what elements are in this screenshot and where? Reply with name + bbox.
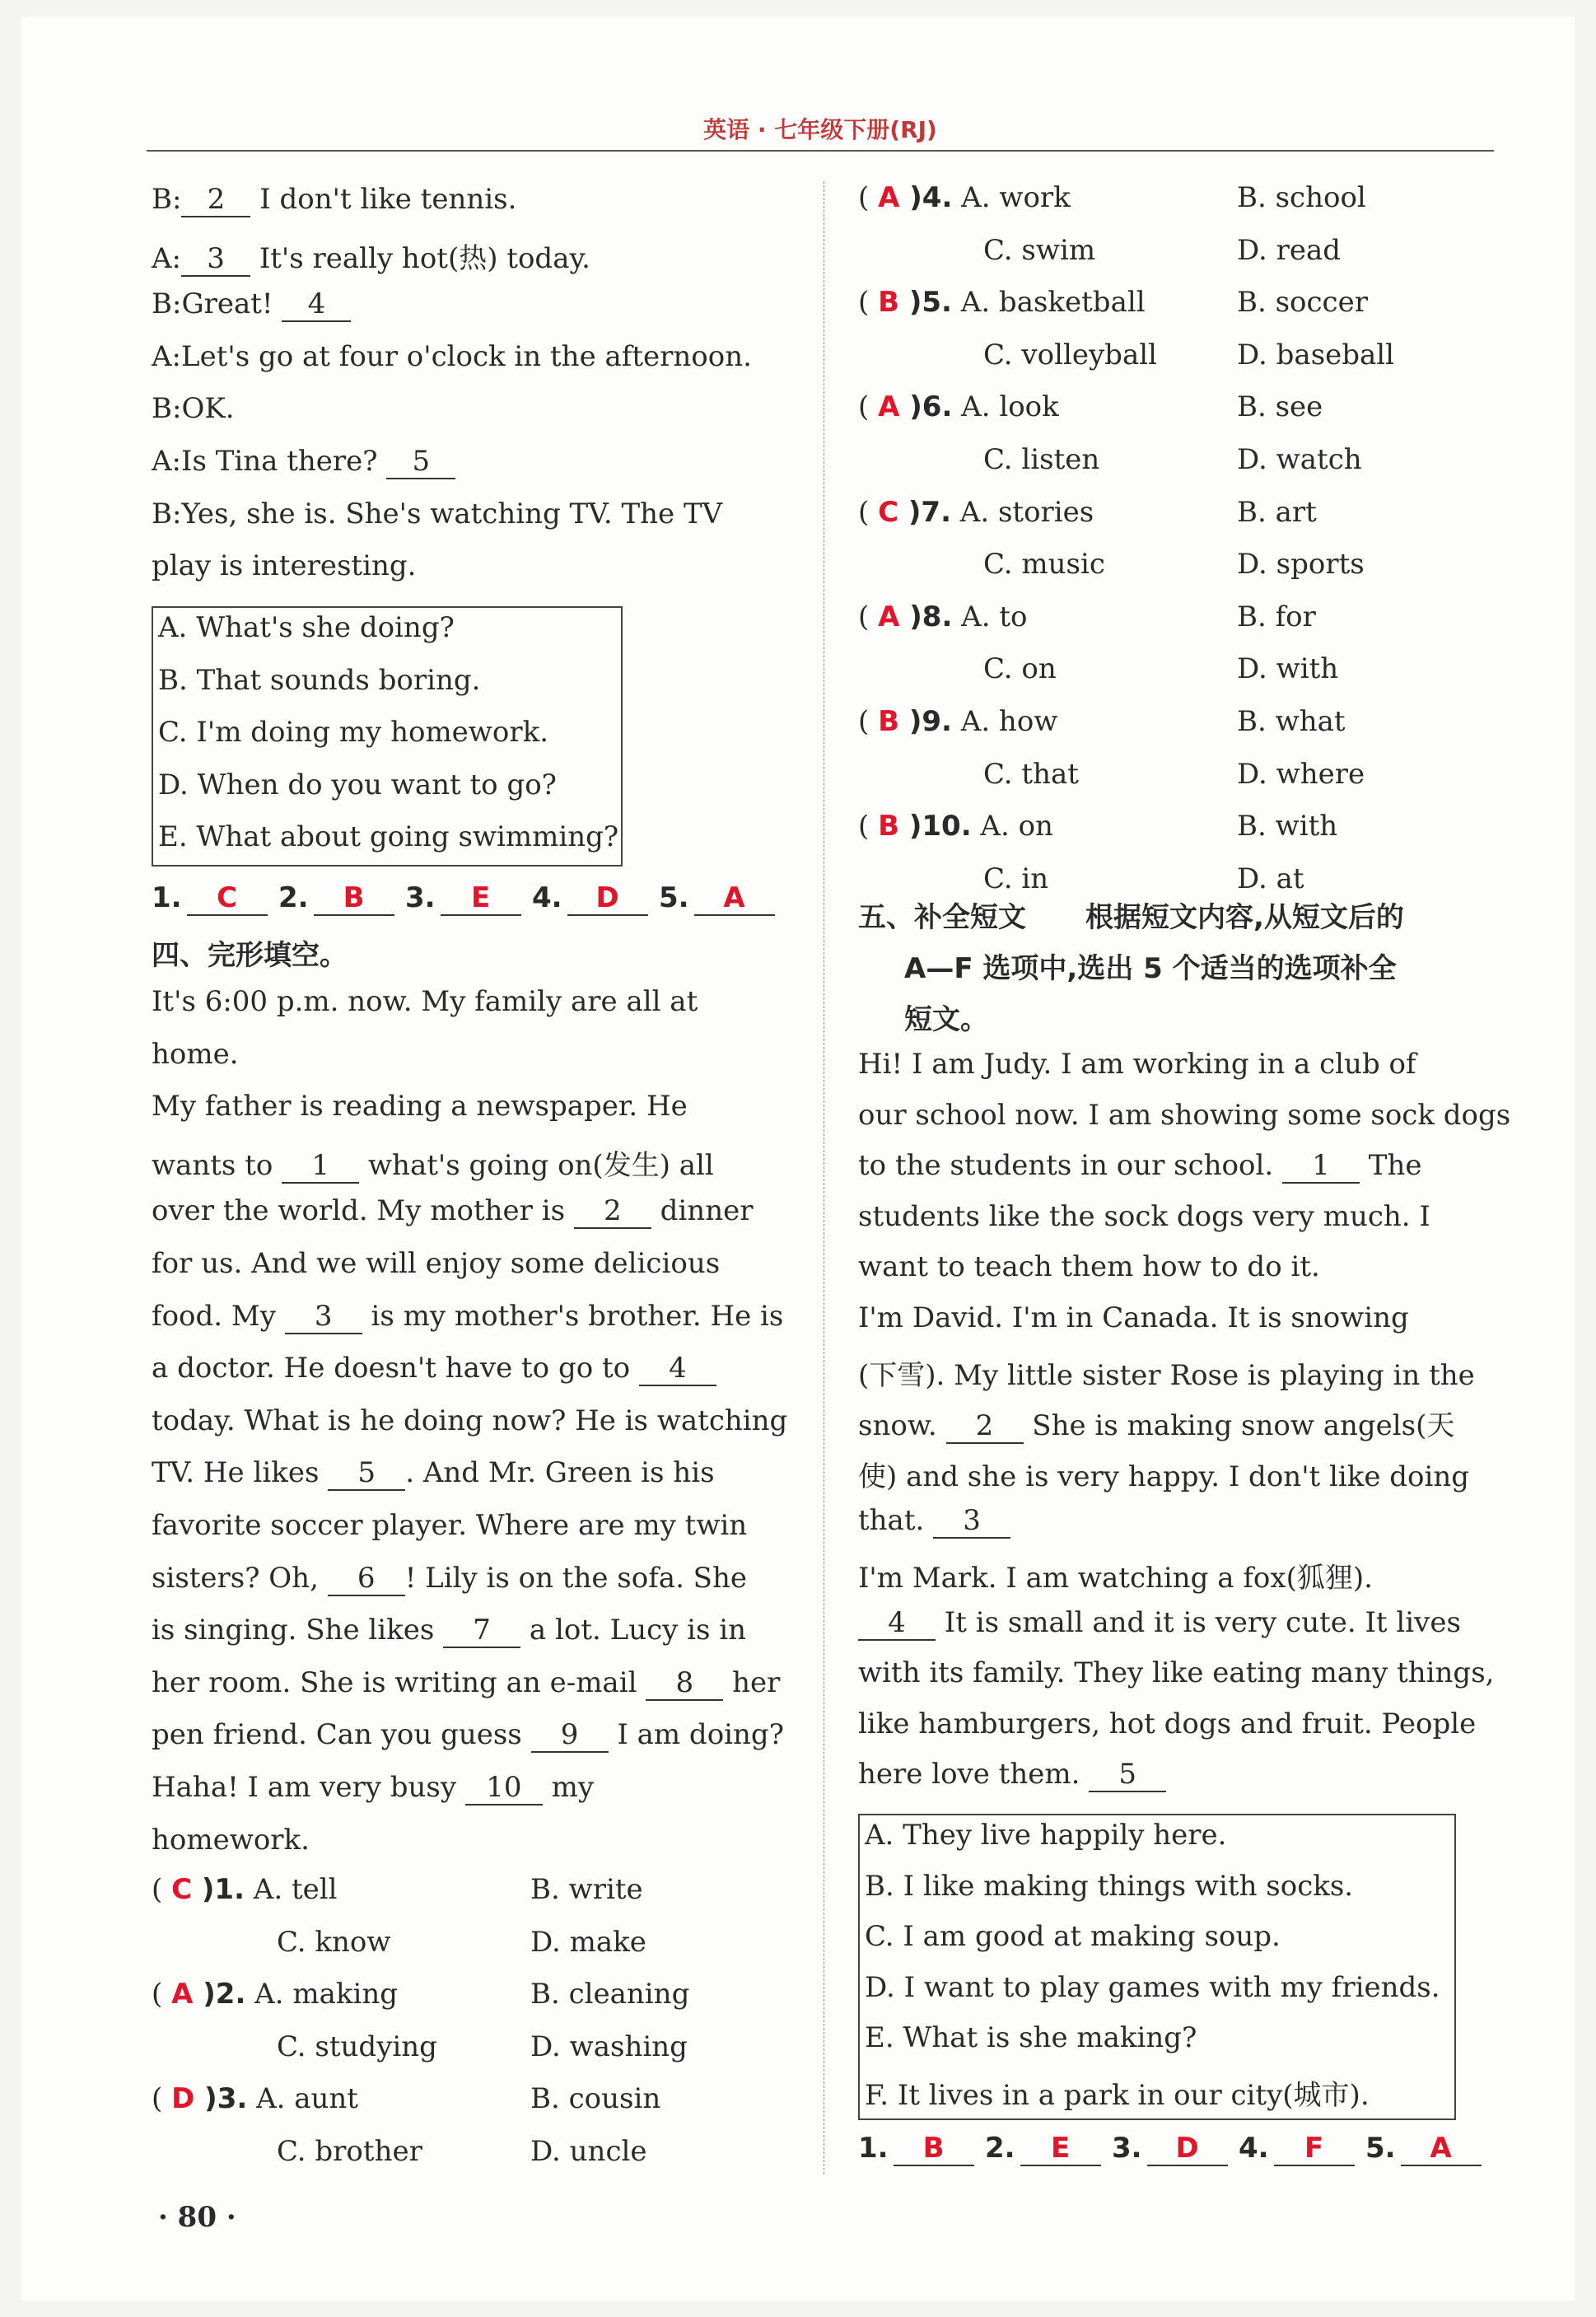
answer-number: 4. [532, 881, 562, 914]
dialogue-line [152, 392, 235, 425]
option-item: D. I want to play games with my friends. [865, 1970, 1440, 2004]
passage-line: It's 6:00 p.m. now. My family are all at [152, 985, 698, 1018]
blank-number: 8 [646, 1666, 723, 1701]
section-instruction: 短文。 [904, 1003, 988, 1036]
blank-number: 2 [574, 1194, 651, 1229]
line-text: It's really hot(热) today. [250, 241, 590, 275]
blank-number: 10 [465, 1771, 543, 1805]
answer-letter: B [314, 881, 394, 916]
line-text: The [1359, 1149, 1422, 1183]
line-text: B:Yes, she is. She's watching TV. The TV [152, 497, 723, 530]
dialogue-line [152, 287, 351, 322]
answer-item [1112, 2132, 1228, 2166]
line-text: dinner [651, 1194, 754, 1228]
passage-line [152, 1300, 783, 1334]
passage-line [152, 1352, 716, 1386]
question-row: ( C )7. A. stories [858, 495, 1094, 529]
choice-d: D. read [1237, 233, 1342, 267]
page-number: · 80 · [158, 2201, 236, 2234]
blank-number: 6 [328, 1562, 405, 1596]
choice-a: A. how [951, 705, 1058, 738]
choice-d: D. where [1237, 757, 1365, 791]
answer-item [1365, 2132, 1482, 2166]
choice-a: A. to [952, 600, 1028, 633]
line-text: play is interesting. [152, 549, 417, 583]
answer-item [659, 881, 775, 916]
line-text: is singing. She likes [152, 1614, 444, 1647]
answer-letter: E [1020, 2132, 1101, 2166]
line-text: I don't like tennis. [250, 183, 517, 216]
answer-number: 5. [1365, 2132, 1396, 2165]
question-number: )5. [899, 286, 952, 320]
choice-b: B. see [1237, 390, 1323, 424]
answer-item [532, 881, 648, 916]
option-item: A. What's she doing? [158, 611, 455, 644]
option-item: C. I am good at making soup. [865, 1920, 1281, 1954]
choice-d: D. at [1237, 862, 1304, 895]
passage-line [152, 1456, 715, 1491]
passage-line: favorite soccer player. Where are my twin [152, 1509, 748, 1542]
blank-number: 2 [946, 1409, 1024, 1444]
choice-d: D. washing [530, 2030, 688, 2063]
question-row: ( A )4. A. work [858, 181, 1071, 214]
choice-b: B. with [1237, 810, 1338, 843]
blank-number: 1 [1282, 1149, 1360, 1184]
passage-line: for us. And we will enjoy some delicious [152, 1247, 721, 1280]
passage-line: like hamburgers, hot dogs and fruit. People [858, 1707, 1477, 1740]
passage-line [858, 1606, 1461, 1641]
section-instruction: A—F 选项中,选出 5 个适当的选项补全 [904, 952, 1397, 985]
question-answer: A [878, 390, 900, 424]
question-answer: B [878, 810, 899, 843]
question-row: ( A )2. A. making [152, 1978, 398, 2011]
line-text: A: [152, 241, 182, 275]
blank-number: 4 [639, 1352, 716, 1386]
blank-number: 7 [443, 1614, 520, 1648]
passage-line [152, 1614, 746, 1648]
blank-number: 5 [1089, 1758, 1166, 1792]
line-text: that. [858, 1504, 934, 1538]
line-text: sisters? Oh, [152, 1561, 328, 1595]
question-row: ( A )8. A. to [858, 600, 1028, 633]
question-row: ( C )1. A. tell [152, 1873, 338, 1906]
line-text: here love them. [858, 1758, 1090, 1791]
answer-item [405, 881, 521, 916]
blank-number: 2 [181, 183, 250, 217]
blank-number: 5 [386, 445, 455, 479]
answer-letter: B [894, 2132, 974, 2166]
choice-d: D. uncle [530, 2135, 647, 2168]
option-item: E. What is she making? [865, 2021, 1197, 2055]
line-text: a doctor. He doesn't have to go to [152, 1352, 639, 1385]
passage-line: our school now. I am showing some sock dogs [858, 1098, 1511, 1132]
answer-letter: D [567, 881, 648, 916]
passage-line [152, 1666, 780, 1701]
answer-letter: D [1147, 2132, 1228, 2166]
answer-letter: E [441, 881, 521, 916]
line-text: . And Mr. Green is his [405, 1456, 715, 1490]
question-number: )4. [899, 181, 953, 214]
choice-c: C. that [983, 757, 1079, 791]
choice-a: A. work [952, 181, 1071, 214]
dialogue-line [152, 183, 516, 217]
answer-number: 1. [152, 881, 182, 914]
choice-c: C. music [983, 548, 1105, 582]
blank-number: 9 [531, 1718, 609, 1753]
section-title: 四、完形填空。 [152, 939, 348, 972]
option-item: D. When do you want to go? [158, 768, 557, 801]
blank-number: 1 [282, 1149, 359, 1184]
question-number: )7. [898, 495, 951, 529]
dialogue-line [152, 498, 722, 530]
line-text: TV. He likes [152, 1456, 329, 1490]
answer-number: 3. [1112, 2132, 1142, 2165]
line-text: over the world. My mother is [152, 1194, 574, 1228]
line-text: Haha! I am very busy [152, 1771, 465, 1804]
answer-item [985, 2132, 1101, 2166]
choice-a: A. making [245, 1978, 398, 2011]
question-number: )6. [899, 390, 953, 424]
question-row: ( A )6. A. look [858, 390, 1059, 424]
header-rule [147, 150, 1494, 152]
dialogue-line [152, 549, 416, 582]
line-text: B:OK. [152, 392, 235, 426]
question-answer: B [878, 705, 899, 738]
line-text: It is small and it is very cute. It lives [936, 1605, 1461, 1639]
line-text: B: [152, 183, 182, 216]
choice-b: B. soccer [1237, 286, 1368, 320]
passage-line: My father is reading a newspaper. He [152, 1090, 688, 1123]
choice-b: B. cleaning [530, 1978, 690, 2011]
line-text: wants to [152, 1148, 282, 1182]
answer-item [278, 881, 394, 916]
dialogue-line [152, 445, 455, 479]
dialogue-line [152, 236, 590, 277]
line-text: pen friend. Can you guess [152, 1718, 531, 1752]
blank-number: 3 [181, 242, 250, 277]
choice-c: C. in [983, 862, 1049, 895]
line-text: A:Is Tina there? [152, 445, 387, 478]
line-text: my [542, 1771, 595, 1804]
passage-line: Hi! I am Judy. I am working in a club of [858, 1048, 1416, 1081]
choice-c: C. swim [983, 233, 1096, 267]
choice-d: D. baseball [1237, 338, 1395, 371]
choice-d: D. watch [1237, 443, 1362, 476]
question-answer: C [171, 1873, 193, 1906]
answer-number: 5. [659, 881, 689, 914]
choice-c: C. brother [277, 2135, 422, 2168]
choice-c: C. studying [277, 2030, 437, 2063]
choice-d: D. make [530, 1925, 646, 1959]
choice-b: B. cousin [530, 2082, 661, 2116]
passage-line [858, 1504, 1010, 1539]
question-number: )1. [192, 1873, 245, 1906]
blank-number: 4 [858, 1606, 936, 1641]
passage-line [858, 1758, 1166, 1792]
line-text: her [723, 1665, 781, 1699]
answer-number: 2. [278, 881, 309, 914]
question-row: ( D )3. A. aunt [152, 2082, 358, 2116]
choice-c: C. on [983, 652, 1057, 686]
choice-b: B. art [1237, 495, 1317, 529]
answer-letter: A [1401, 2132, 1482, 2166]
passage-line: 使) and she is very happy. I don't like doing [858, 1460, 1470, 1493]
question-number: )3. [194, 2082, 248, 2116]
question-row: ( B )10. A. on [858, 810, 1053, 843]
section-instruction: 根据短文内容,从短文后的 [1085, 901, 1404, 934]
blank-number: 3 [285, 1300, 362, 1334]
dialogue-line [152, 340, 752, 373]
passage-line: (下雪). My little sister Rose is playing in the [858, 1358, 1475, 1392]
line-text: to the students in our school. [858, 1149, 1282, 1183]
passage-line: home. [152, 1037, 239, 1071]
line-text: snow. [858, 1409, 946, 1443]
question-answer: A [878, 600, 900, 633]
choice-d: D. sports [1237, 548, 1365, 582]
answer-letter: A [694, 881, 775, 916]
choice-a: A. basketball [951, 286, 1146, 320]
choice-b: B. school [1237, 181, 1366, 214]
question-row: ( B )5. A. basketball [858, 286, 1146, 320]
blank-number: 4 [282, 287, 351, 322]
line-text: is my mother's brother. He is [362, 1299, 784, 1333]
question-number: )10. [899, 810, 972, 843]
answer-item [152, 881, 268, 916]
line-text: A:Let's go at four o'clock in the afternoon. [152, 339, 752, 373]
answer-number: 4. [1239, 2132, 1269, 2165]
passage-line [152, 1194, 753, 1229]
passage-line [858, 1403, 1454, 1444]
section-title: 五、补全短文 [858, 901, 1026, 934]
blank-number: 5 [328, 1456, 405, 1491]
choice-a: A. aunt [247, 2082, 358, 2116]
passage-line: with its family. They like eating many things, [858, 1656, 1495, 1690]
option-item: F. It lives in a park in our city(城市). [865, 2079, 1370, 2112]
passage-line [152, 1562, 747, 1596]
line-text: food. My [152, 1299, 285, 1333]
choice-c: C. listen [983, 443, 1100, 476]
answer-letter: F [1274, 2132, 1355, 2166]
choice-b: B. what [1237, 705, 1346, 738]
passage-line: homework. [152, 1823, 310, 1857]
question-answer: A [878, 181, 900, 214]
answer-number: 1. [858, 2132, 889, 2165]
answer-item [858, 2132, 974, 2166]
choice-a: A. look [952, 390, 1059, 424]
option-item: A. They live happily here. [865, 1819, 1227, 1852]
choice-c: C. volleyball [983, 338, 1157, 371]
line-text: I am doing? [608, 1718, 784, 1752]
line-text: a lot. Lucy is in [520, 1614, 747, 1647]
answer-number: 3. [405, 881, 436, 914]
answer-item [1239, 2132, 1355, 2166]
passage-line: want to teach them how to do it. [858, 1250, 1320, 1284]
option-item: B. I like making things with socks. [865, 1869, 1354, 1903]
option-item: B. That sounds boring. [158, 663, 481, 697]
passage-line: today. What is he doing now? He is watching [152, 1404, 788, 1437]
choice-d: D. with [1237, 652, 1339, 686]
passage-line: I'm Mark. I am watching a fox(狐狸). [858, 1562, 1373, 1595]
blank-number: 3 [933, 1504, 1010, 1539]
passage-line: students like the sock dogs very much. I [858, 1199, 1430, 1233]
passage-line [152, 1718, 784, 1753]
choice-a: A. stories [950, 495, 1094, 529]
question-number: )8. [899, 600, 953, 633]
choice-b: B. write [530, 1873, 643, 1906]
page-header: 英语 · 七年级下册(RJ) [703, 116, 937, 143]
answer-letter: C [187, 881, 268, 916]
choice-a: A. on [971, 810, 1053, 843]
question-number: )9. [899, 705, 952, 738]
line-text: B:Great! [152, 287, 282, 321]
question-answer: B [878, 286, 899, 320]
line-text: ! Lily is on the sofa. She [404, 1561, 747, 1595]
option-item: C. I'm doing my homework. [158, 716, 549, 749]
passage-line [152, 1771, 594, 1805]
choice-a: A. tell [244, 1873, 338, 1906]
question-row: ( B )9. A. how [858, 705, 1058, 738]
option-item: E. What about going swimming? [158, 820, 619, 853]
passage-line: I'm David. I'm in Canada. It is snowing [858, 1301, 1409, 1334]
answer-number: 2. [985, 2132, 1015, 2165]
question-number: )2. [193, 1978, 246, 2011]
line-text: her room. She is writing an e-mail [152, 1665, 646, 1699]
passage-line [858, 1149, 1421, 1184]
line-text: what's going on(发生) all [359, 1148, 714, 1182]
passage-line [152, 1142, 714, 1184]
line-text: She is making snow angels(天 [1023, 1409, 1455, 1443]
choice-b: B. for [1237, 600, 1316, 633]
question-answer: C [878, 495, 899, 529]
question-answer: A [171, 1978, 194, 2011]
question-answer: D [171, 2082, 195, 2116]
choice-c: C. know [277, 1925, 391, 1959]
